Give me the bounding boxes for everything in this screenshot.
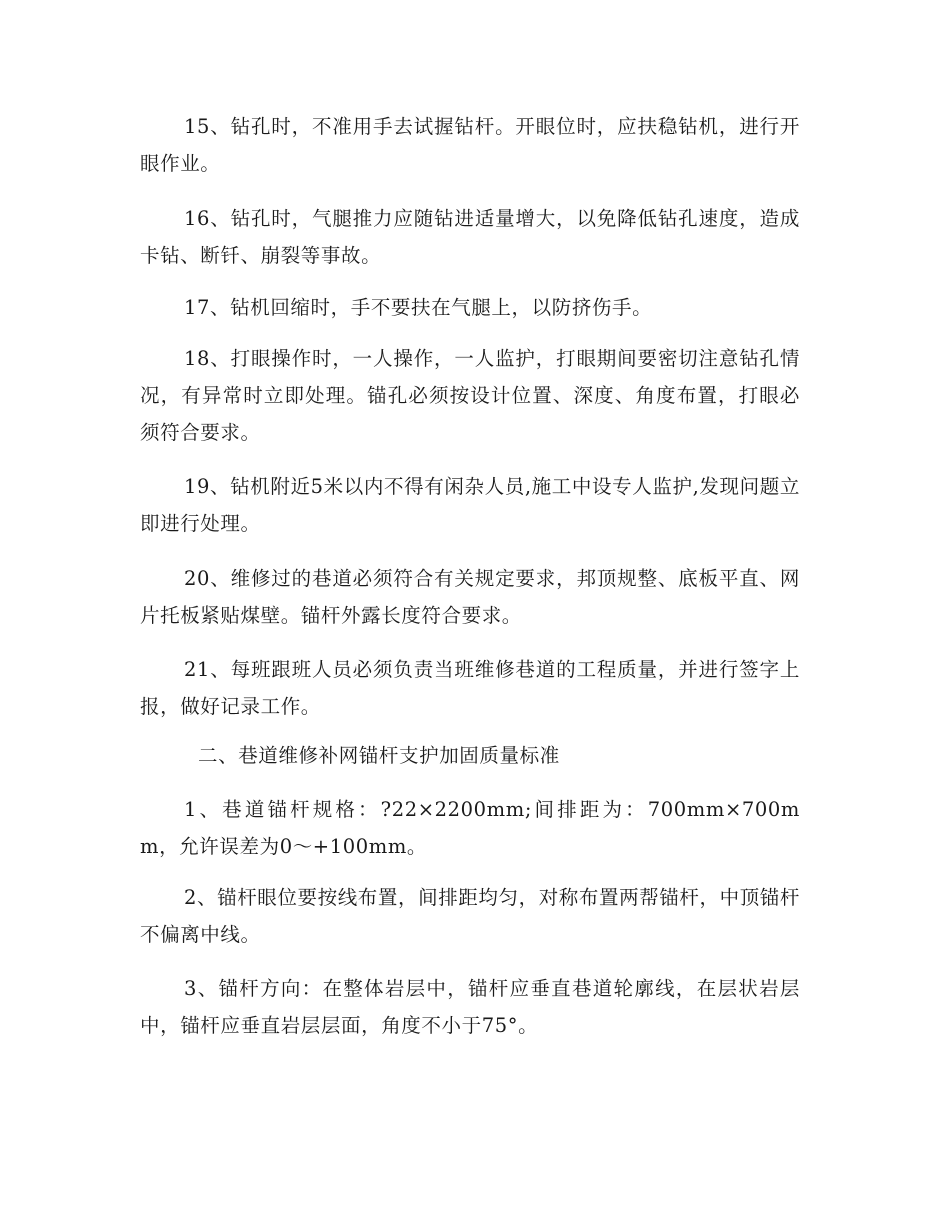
clause-19: 19、钻机附近5米以内不得有闲杂人员,施工中设专人监护,发现问题立即进行处理。 [140, 475, 800, 535]
section-heading: 二、巷道维修补网锚杆支护加固质量标准 [198, 744, 560, 767]
clause-16: 16、钻孔时，气腿推力应随钻进适量增大，以免降低钻孔速度，造成卡钻、断钎、崩裂等事故。 [140, 207, 800, 267]
clause-15: 15、钻孔时，不准用手去试握钻杆。开眼位时，应扶稳钻机，进行开眼作业。 [140, 115, 800, 175]
clause-18: 18、打眼操作时，一人操作，一人监护，打眼期间要密切注意钻孔情况，有异常时立即处理。锚孔必须按设计位置、深度、角度布置，打眼必须符合要求。 [140, 347, 800, 444]
standard-1: 1、巷道锚杆规格：?22×2200mm;间排距为：700mm×700mm，允许误差为0～+100mm。 [140, 798, 800, 858]
standard-2: 2、锚杆眼位要按线布置，间排距均匀，对称布置两帮锚杆，中顶锚杆不偏离中线。 [140, 886, 801, 946]
clause-17: 17、钻机回缩时，手不要扶在气腿上，以防挤伤手。 [184, 296, 653, 319]
clause-21: 21、每班跟班人员必须负责当班维修巷道的工程质量，并进行签字上报，做好记录工作。 [140, 658, 800, 718]
clause-20: 20、维修过的巷道必须符合有关规定要求，邦顶规整、底板平直、网片托板紧贴煤壁。锚杆外露长度符合要求。 [140, 567, 800, 627]
standard-3: 3、锚杆方向：在整体岩层中，锚杆应垂直巷道轮廓线，在层状岩层中，锚杆应垂直岩层层面，角度不小于75°。 [140, 977, 800, 1037]
